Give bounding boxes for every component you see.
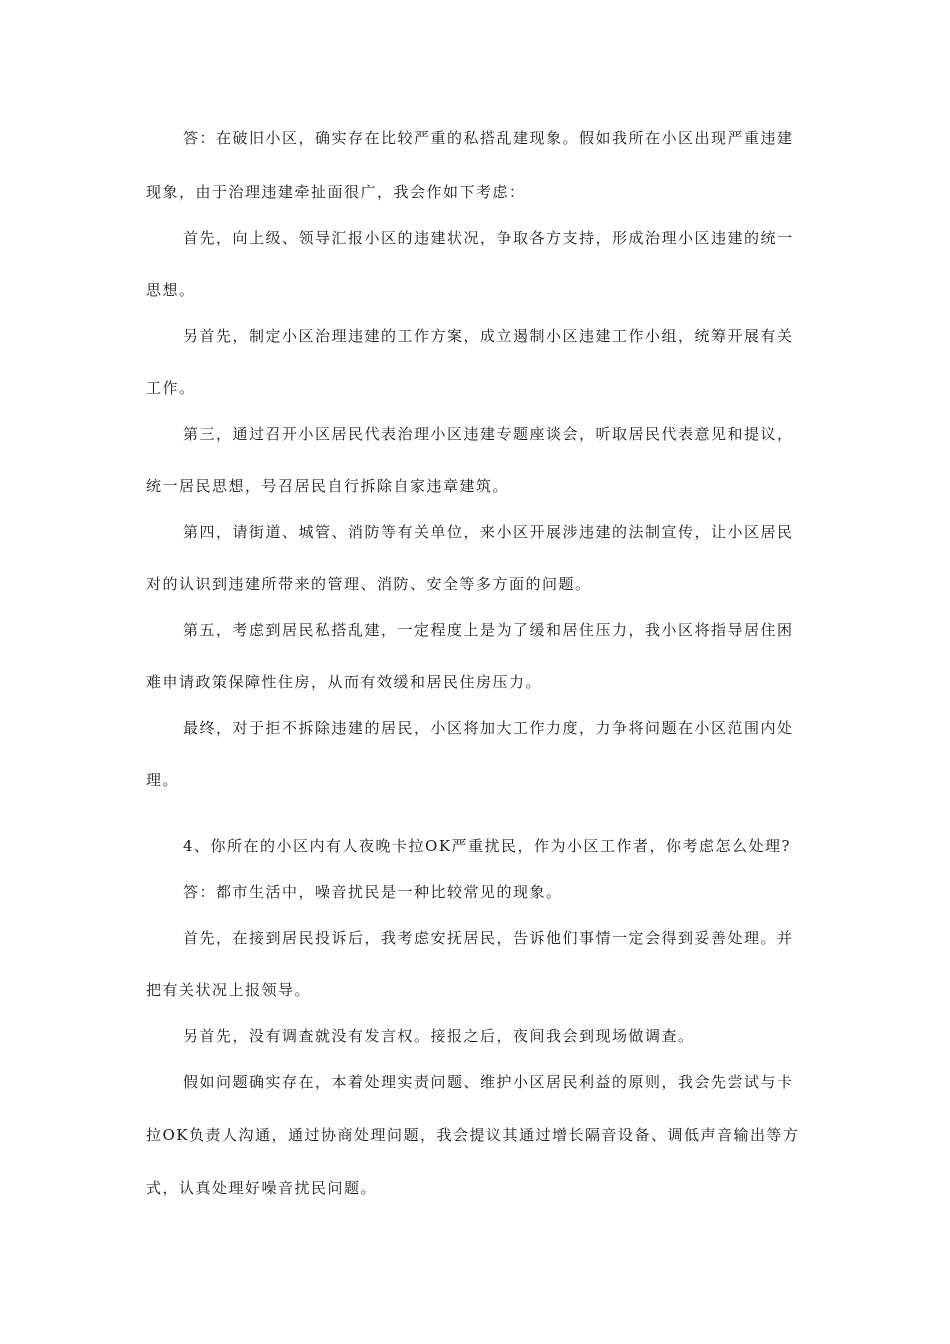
q4-point-1-line-1: 首先，在接到居民投诉后，我考虑安抚居民，告诉他们事情一定会得到妥善处理。并	[183, 929, 794, 947]
q4-point-3-line-2: 拉OK负责人沟通，通过协商处理问题，我会提议其通过增长隔音设备、调低声音输出等方	[146, 1126, 800, 1144]
point-3-line-2: 统一居民思想，号召居民自行拆除自家违章建筑。	[146, 477, 510, 495]
question-4: 4、你所在的小区内有人夜晚卡拉OK严重扰民，作为小区工作者，你考虑怎么处理?	[183, 837, 792, 855]
q4-point-3-line-1: 假如问题确实存在，本着处理实责问题、维护小区居民利益的原则，我会先尝试与卡	[183, 1073, 794, 1091]
point-4-line-1: 第四，请街道、城管、消防等有关单位，来小区开展涉违建的法制宣传，让小区居民	[183, 523, 794, 541]
q4-point-1-line-2: 把有关状况上报领导。	[146, 981, 312, 999]
point-5-line-1: 第五，考虑到居民私搭乱建，一定程度上是为了缓和居住压力，我小区将指导居住困	[183, 621, 794, 639]
point-2-line-1: 另首先，制定小区治理违建的工作方案，成立遏制小区违建工作小组，统筹开展有关	[183, 327, 794, 345]
point-final-line-2: 理。	[146, 771, 180, 789]
point-1-line-2: 思想。	[146, 281, 196, 299]
point-final-line-1: 最终，对于拒不拆除违建的居民，小区将加大工作力度，力争将问题在小区范围内处	[183, 719, 794, 737]
answer-3-line-1: 答：在破旧小区，确实存在比较严重的私搭乱建现象。假如我所在小区出现严重违建	[183, 129, 794, 147]
q4-point-2-line-1: 另首先，没有调查就没有发言权。接报之后，夜间我会到现场做调查。	[183, 1027, 695, 1045]
point-3-line-1: 第三，通过召开小区居民代表治理小区违建专题座谈会，听取居民代表意见和提议，	[183, 425, 794, 443]
point-2-line-2: 工作。	[146, 379, 196, 397]
point-5-line-2: 难申请政策保障性住房，从而有效缓和居民住房压力。	[146, 673, 543, 691]
point-4-line-2: 对的认识到违建所带来的管理、消防、安全等多方面的问题。	[146, 575, 592, 593]
answer-4-line-1: 答：都市生活中，噪音扰民是一种比较常见的现象。	[183, 883, 563, 901]
q4-point-3-line-3: 式，认真处理好噪音扰民问题。	[146, 1179, 378, 1197]
point-1-line-1: 首先，向上级、领导汇报小区的违建状况，争取各方支持，形成治理小区违建的统一	[183, 229, 794, 247]
answer-3-line-2: 现象，由于治理违建牵扯面很广，我会作如下考虑：	[146, 183, 526, 201]
